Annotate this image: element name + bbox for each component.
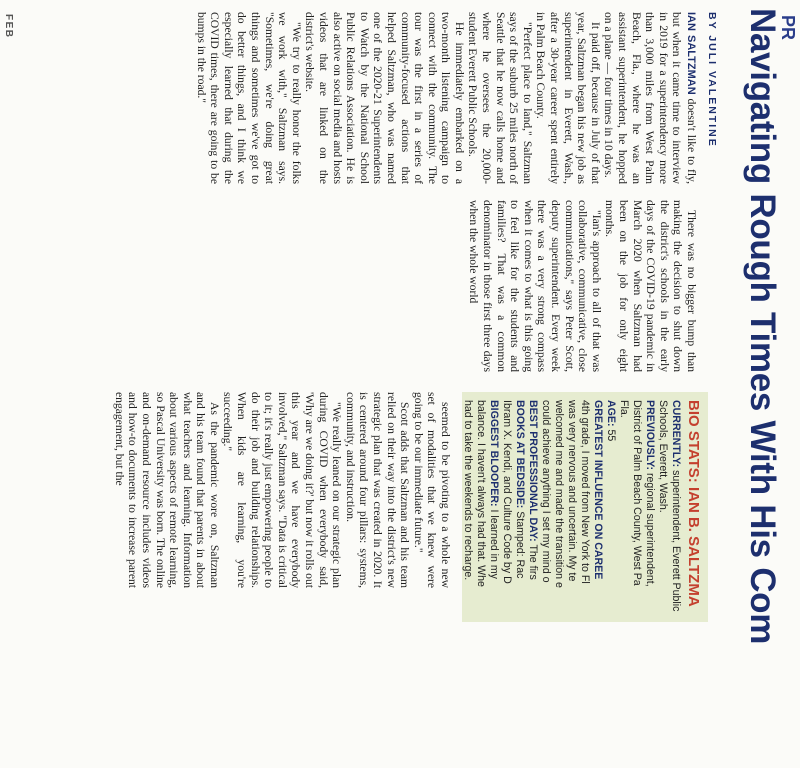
bio-value: balance. I haven't always had that. Whe	[475, 400, 487, 587]
article-paragraph	[112, 392, 221, 588]
article-paragraph	[221, 392, 343, 588]
bio-row	[526, 400, 539, 614]
article-paragraph	[602, 12, 698, 184]
bio-value: Stamped: Rac	[514, 511, 526, 579]
bio-value: District of Palm Beach County, West Pa	[631, 400, 643, 586]
article-headline: Navigating Rough Times With His Com	[743, 8, 782, 645]
bio-rows	[462, 400, 682, 614]
bio-value: was very nervous and uncertain. My te	[566, 400, 578, 582]
article-paragraph	[467, 200, 603, 372]
paragraph-text: "Ian's approach to all of that was collaborative, communicative, close communications," says Peter Scott, deputy superintendent. Every week there was a very strong compass when it comes to what is this going to feel like for the students and families? That was a common denominator in those first three days when the whole world	[467, 200, 603, 372]
page-folio: FEB	[3, 14, 14, 39]
article-column-2	[198, 200, 698, 372]
article-column-3	[112, 392, 452, 588]
bio-value: 55	[605, 429, 617, 442]
paragraph-text: There was no bigger bump than making the decision to shut down the district's schools in the early days of the COVID-19 pandemic in March 2020 when Saltzman had been on the job for only eight months.	[603, 200, 698, 372]
paragraph-text: It paid off, because in July of that year, Saltzman began his new job as superintendent in Everett, Wash., after a 30-year career spent entirely in Palm Beach County.	[534, 12, 602, 184]
bio-value: 4th grade, I moved from New York to Fl	[579, 400, 591, 584]
paragraph-text: As the pandemic wore on, Saltzman and his team found that parents in about what teachers and learning. Information about various aspects of remote learning, so Pascal University was born. The online and on-demand resource includes videos and how-to documents to increase parent engagement, but the	[112, 392, 221, 588]
bio-row	[487, 400, 500, 614]
bio-value: welcomed me and made the transition e	[553, 400, 565, 588]
bio-name: IAN B. SALTZMA	[685, 486, 702, 607]
bio-row	[630, 400, 643, 614]
bio-key: CURRENTLY:	[670, 400, 682, 468]
bio-row	[500, 400, 513, 614]
bio-value: I learned in my	[488, 509, 500, 579]
article-paragraph	[194, 12, 303, 184]
bio-row	[552, 400, 565, 614]
article-paragraph	[603, 200, 698, 372]
bio-row	[539, 400, 552, 614]
paragraph-text: Scott adds that Saltzman and his team relied on their way into the district's new strategic plan that was created in 2020. It is centered around four pillars: systems, community, and instruction.	[343, 392, 412, 588]
bio-value: Fla.	[618, 400, 630, 418]
bio-row	[513, 400, 526, 614]
bio-value: regional superintendent,	[644, 473, 656, 587]
bio-stats-box	[462, 392, 708, 622]
bio-key: BOOKS AT BEDSIDE:	[514, 400, 526, 509]
paragraph-text: He immediately embarked on a two-month listening campaign to connect with the community. The tour was the first in a series of community-focused actions that helped Saltzman, who was named one of the 2020-21 Superintendents to Watch by the National School Public Relations Association. He is also active on social media and hosts videos that are linked on the district's website.	[303, 12, 466, 184]
bio-row	[578, 400, 591, 614]
article-paragraph	[466, 12, 534, 184]
byline: BY JULI VALENTINE	[706, 12, 718, 148]
bio-row	[462, 400, 474, 614]
bio-value: superintendent, Everett Public	[670, 470, 682, 612]
bio-row	[565, 400, 578, 614]
bio-key: BIGGEST BLOOPER:	[488, 400, 500, 507]
section-tab: PR	[778, 14, 798, 40]
bio-row	[591, 400, 604, 614]
bio-row	[474, 400, 487, 614]
bio-key: PREVIOUSLY:	[644, 400, 656, 471]
bio-value: could achieve anything I set my mind o	[540, 400, 552, 583]
bio-title	[684, 400, 702, 614]
bio-value: Schools, Everett, Wash.	[657, 400, 669, 513]
bio-value: had to take the weekends to recharge.	[462, 400, 474, 581]
article-paragraph	[534, 12, 602, 184]
article-column-1	[194, 12, 698, 184]
article-paragraph	[343, 392, 411, 588]
bio-key: BEST PROFESSIONAL DAY:	[527, 400, 539, 542]
article-paragraph	[303, 12, 466, 184]
article-paragraph	[411, 392, 452, 588]
paragraph-text: "Perfect place to land," Saltzman says of the suburb 25 miles north of Seattle that he now calls home and where he oversees the 20,000-student Everett Public Schools.	[466, 12, 534, 184]
bio-row	[643, 400, 656, 614]
bio-row	[604, 400, 617, 614]
paragraph-text: doesn't like to fly, but when it came time to interview in 2019 for a superintendency more than 3,000 miles from West Palm Beach, Fla., where he was an assistant superintendent, he hopped on a plane — four times in 10 days.	[602, 12, 698, 184]
bio-title-label: BIO STATS:	[685, 400, 702, 483]
bio-row	[617, 400, 630, 614]
paragraph-text: "We try to really honor the folks we work with," Saltzman says. "Sometimes, we're doing great things and sometimes we've got to do better things, and I think we especially learned that during the COVID times, there are going to be bumps in the road."	[194, 12, 303, 184]
bio-row	[669, 400, 682, 614]
lead-in: IAN SALTZMAN	[685, 12, 697, 95]
bio-value: Ibram X. Kendi, and Culture Code by D	[501, 400, 513, 584]
bio-key: GREATEST INFLUENCE ON CAREE	[592, 400, 604, 580]
paragraph-text: seemed to be pivoting to a whole new set of modalities that we knew were going to be our immediate future."	[411, 392, 452, 588]
paragraph-text: "We really leaned on our strategic plan during COVID when everybody said, 'Why are we doing it?' but now it rolls out this year and we have everybody involved," Saltzman says. "Data is critical to it; it's really just empowering people to do their job and building relationships. When kids are learning, you're succeeding."	[221, 392, 344, 588]
bio-row	[656, 400, 669, 614]
bio-value: The firs	[527, 544, 539, 580]
bio-key: AGE:	[605, 400, 617, 427]
